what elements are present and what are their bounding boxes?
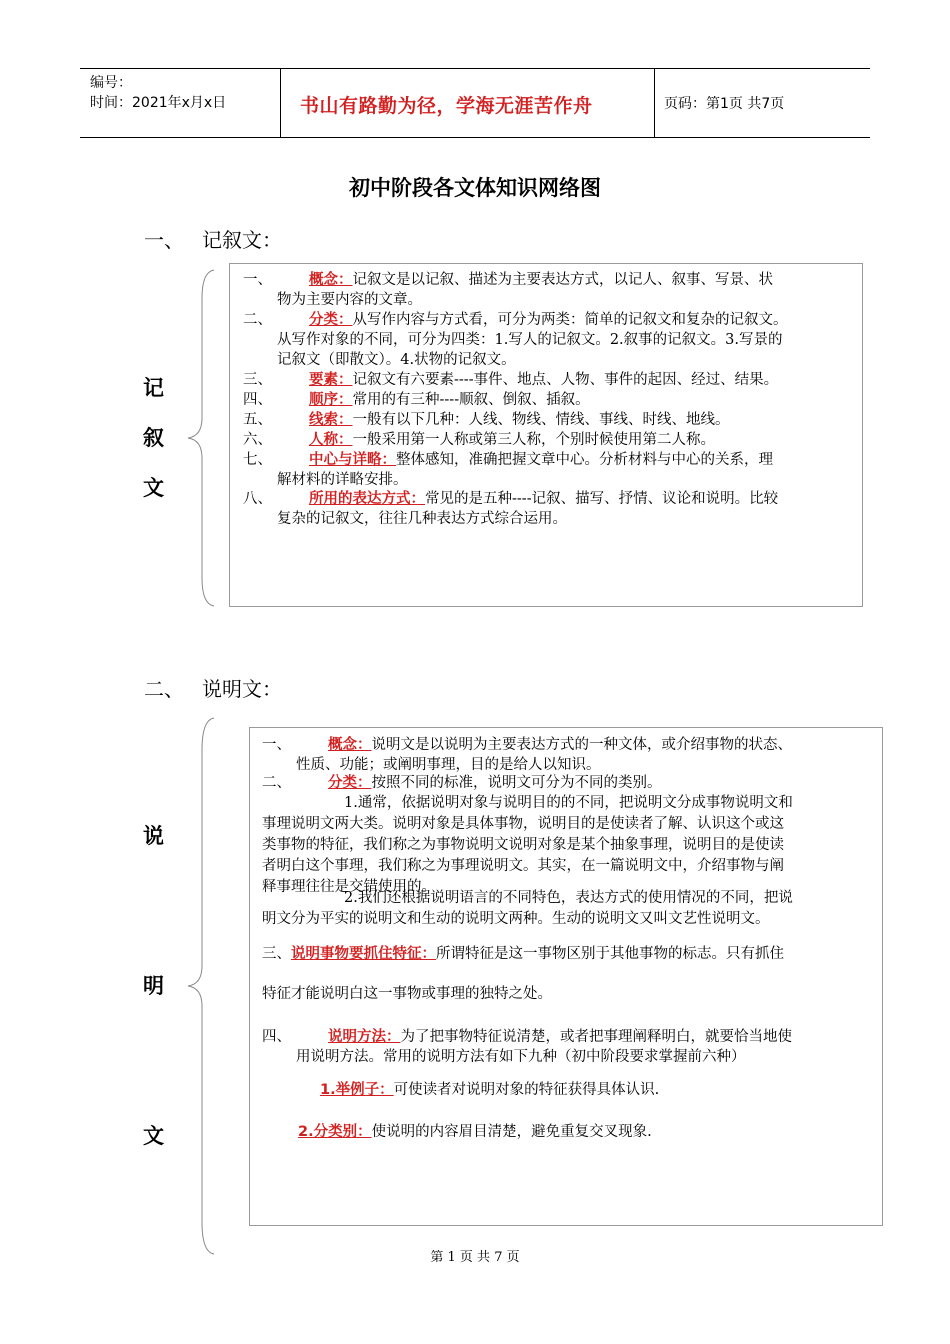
item-text: 常见的是五种----记叙、描写、抒情、议论和说明。比较 (425, 491, 779, 507)
item-keyword: 要素： (309, 372, 353, 388)
item-text: 从写作内容与方式看，可分为两类：简单的记叙文和复杂的记叙文。 (352, 312, 788, 328)
item-keyword: 说明方法： (328, 1029, 401, 1045)
list-item (243, 390, 863, 410)
method-text: 可使读者对说明对象的特征获得具体认识. (393, 1082, 660, 1098)
page-header (80, 68, 870, 138)
item-keyword: 概念： (328, 737, 372, 753)
item-keyword: 线索： (309, 412, 353, 428)
side-char: 文 (143, 476, 164, 500)
item-number: 七、 (243, 452, 272, 468)
list-item (243, 310, 868, 370)
item-number: 六、 (243, 432, 272, 448)
item-number: 一、 (243, 272, 272, 288)
header-page-number: 页码：第1页 共7页 (664, 96, 785, 112)
side-char: 明 (143, 974, 164, 998)
item-number: 三、 (243, 372, 272, 388)
method-keyword: 1.举例子： (320, 1082, 394, 1098)
item-text: 物为主要内容的文章。 (277, 292, 422, 308)
side-char: 记 (143, 376, 164, 400)
method-item (298, 1122, 652, 1143)
list-item (243, 270, 863, 310)
item-text: 从写作对象的不同，可分为四类：1.写人的记叙文。2.叙事的记叙文。3.写景的 (277, 332, 783, 348)
list-item (243, 489, 863, 529)
time-label: 时间：2021年x月x日 (90, 95, 227, 111)
paragraph-line: 明文分为平实的说明文和生动的说明文两种。生动的说明文又叫文艺性说明文。 (262, 911, 770, 927)
method-keyword: 2.分类别： (298, 1124, 372, 1140)
list-item (243, 410, 863, 430)
item-text: 为了把事物特征说清楚，或者把事理阐释明白，就要恰当地使 (400, 1029, 792, 1045)
header-meta (90, 73, 226, 113)
brace-icon (184, 716, 218, 1256)
item-text: 记叙文有六要素----事件、地点、人物、事件的起因、经过、结果。 (352, 372, 779, 388)
brace-icon (184, 268, 218, 608)
item-number: 一、 (262, 737, 291, 753)
side-char: 叙 (143, 426, 164, 450)
item-text: 所谓特征是这一事物区别于其他事物的标志。只有抓住 (436, 946, 784, 962)
item-text: 记叙文（即散文）。4.状物的记叙文。 (277, 352, 516, 368)
section-title: 记叙文： (202, 228, 282, 252)
item-keyword: 分类： (309, 312, 353, 328)
item-text: 性质、功能；或阐明事理，目的是给人以知识。 (296, 757, 601, 773)
paragraph-line: 类事物的特征，我们称之为事物说明文说明对象是某个抽象事理，说明目的是使读 (262, 837, 784, 853)
item-text: 记叙文是以记叙、描述为主要表达方式，以记人、叙事、写景、状 (352, 272, 773, 288)
item-text: 常用的有三种----顺叙、倒叙、插叙。 (352, 392, 590, 408)
item-keyword: 顺序： (309, 392, 353, 408)
item-number: 三、 (262, 946, 291, 962)
item-text: 整体感知，准确把握文章中心。分析材料与中心的关系，理 (396, 452, 773, 468)
paragraph-line: 1.通常，依据说明对象与说明目的的不同，把说明文分成事物说明文和 (344, 795, 793, 811)
list-item (243, 370, 863, 390)
list-item (243, 450, 863, 490)
item-text: 复杂的记叙文，往往几种表达方式综合运用。 (277, 511, 567, 527)
item-keyword: 中心与详略： (309, 452, 396, 468)
paragraph (262, 793, 874, 898)
list-item (262, 735, 874, 775)
paragraph-line: 事理说明文两大类。说明对象是具体事物，说明目的是使读者了解、认识这个或这 (262, 816, 784, 832)
document-title: 初中阶段各文体知识网络图 (349, 176, 601, 200)
side-char: 说 (143, 824, 164, 848)
header-motto: 书山有路勤为径，学海无涯苦作舟 (300, 95, 593, 117)
section-number: 二、 (144, 677, 184, 701)
paragraph (262, 888, 874, 930)
list-item (243, 430, 863, 450)
item-text: 说明文是以说明为主要表达方式的一种文体，或介绍事物的状态、 (371, 737, 792, 753)
item-number: 四、 (243, 392, 272, 408)
section-number: 一、 (144, 228, 184, 252)
page-footer: 第 1 页 共 7 页 (430, 1250, 520, 1265)
item-number: 四、 (262, 1029, 291, 1045)
item-text: 特征才能说明白这一事物或事理的独特之处。 (262, 986, 552, 1002)
list-item (262, 773, 874, 793)
item-text: 解材料的详略安排。 (277, 472, 408, 488)
item-keyword: 所用的表达方式： (309, 491, 425, 507)
item-text: 一般采用第一人称或第三人称，个别时候使用第二人称。 (352, 432, 715, 448)
section-heading (144, 224, 282, 253)
header-divider (280, 69, 281, 137)
item-number: 二、 (243, 312, 272, 328)
item-number: 五、 (243, 412, 272, 428)
item-number: 二、 (262, 775, 291, 791)
section-heading (144, 673, 282, 702)
serial-label: 编号： (90, 75, 132, 91)
method-text: 使说明的内容眉目清楚，避免重复交叉现象. (371, 1124, 652, 1140)
item-text: 用说明方法。常用的说明方法有如下九种（初中阶段要求掌握前六种） (296, 1049, 746, 1065)
list-item (262, 1027, 874, 1067)
side-char: 文 (143, 1124, 164, 1148)
paragraph-line: 释事理往往是交错使用的。 (262, 879, 436, 895)
item-number: 八、 (243, 491, 272, 507)
section-title: 说明文： (202, 677, 282, 701)
item-keyword: 人称： (309, 432, 353, 448)
method-item (320, 1080, 659, 1101)
paragraph-line: 2.我们还根据说明语言的不同特色，表达方式的使用情况的不同，把说 (344, 890, 793, 906)
item-keyword: 分类： (328, 775, 372, 791)
item-text: 一般有以下几种：人线、物线、情线、事线、时线、地线。 (352, 412, 730, 428)
list-item (262, 944, 874, 965)
paragraph-line: 者明白这个事理，我们称之为事理说明文。其实，在一篇说明文中，介绍事物与阐 (262, 858, 784, 874)
item-text: 按照不同的标准，说明文可分为不同的类别。 (371, 775, 662, 791)
item-keyword: 概念： (309, 272, 353, 288)
header-divider (654, 69, 655, 137)
item-keyword: 说明事物要抓住特征： (291, 946, 436, 962)
